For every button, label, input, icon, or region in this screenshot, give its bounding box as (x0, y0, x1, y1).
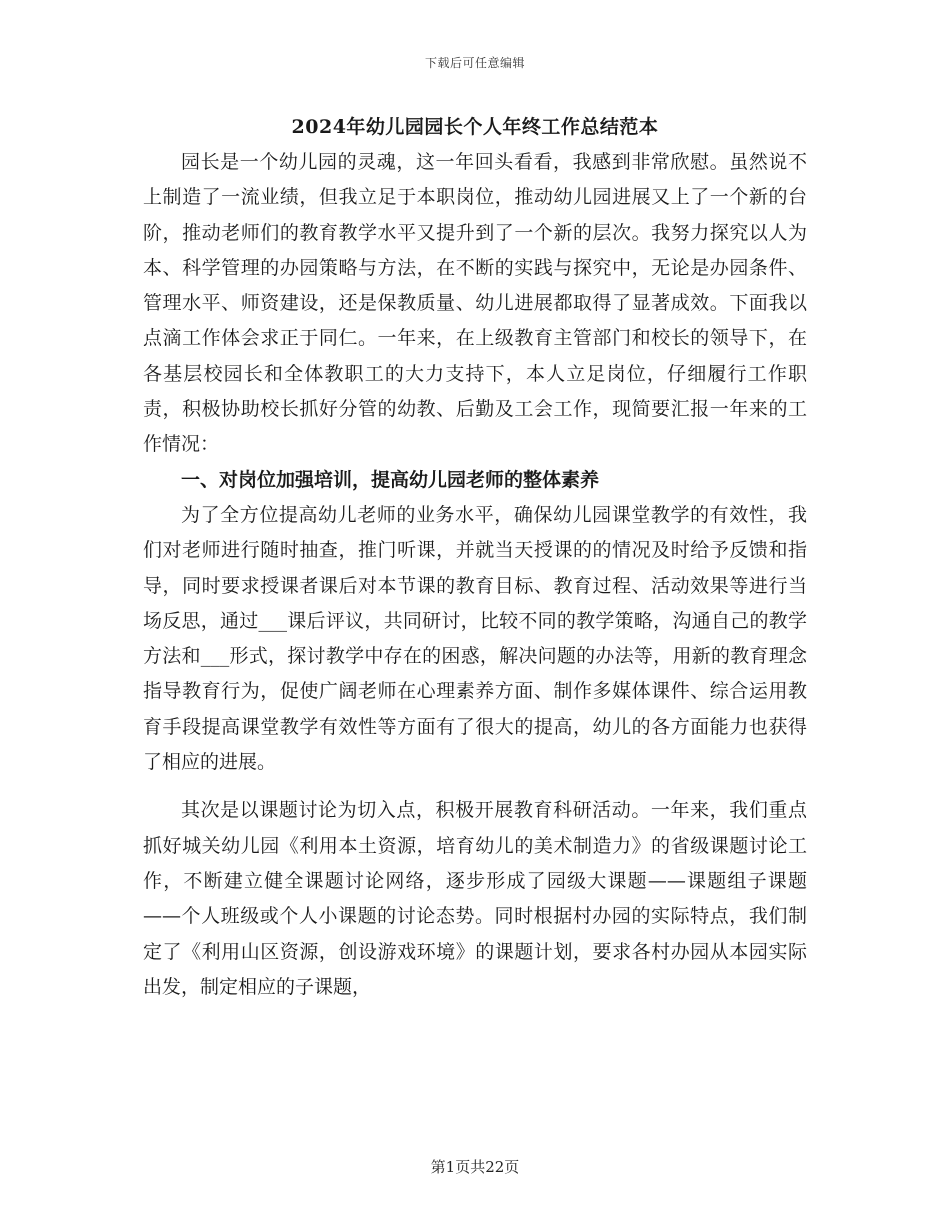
document-title: 2024年幼儿园园长个人年终工作总结范本 (291, 116, 659, 138)
paragraph-research: 其次是以课题讨论为切入点，积极开展教育科研活动。一年来，我们重点抓好城关幼儿园《利用本土资源，培育幼儿的美术制造力》的省级课题讨论工作，不断建立健全课题讨论网络，逐步形成了园级大课题——课题组子课题——个人班级或个人小课题的讨论态势。同时根据村办园的实际特点，我们制定了《利用山区资源，创设游戏环境》的课题计划，要求各村办园从本园实际出发，制定相应的子课题， (143, 799, 807, 998)
page-header-note: 下载后可任意编辑 (424, 56, 525, 70)
section-heading: 一、对岗位加强培训，提高幼儿园老师的整体素养 (181, 468, 600, 491)
paragraph-intro: 园长是一个幼儿园的灵魂，这一年回头看看，我感到非常欣慰。虽然说不上制造了一流业绩，但我立足于本职岗位，推动幼儿园进展又上了一个新的台阶，推动老师们的教育教学水平又提升到了一个新的层次。我努力探究以人为本、科学管理的办园策略与方法，在不断的实践与探究中，无论是办园条件、管理水平、师资建设，还是保教质量、幼儿进展都取得了显著成效。下面我以点滴工作体会求正于同仁。一年来，在上级教育主管部门和校长的领导下，在各基层校园长和全体教职工的大力支持下，本人立足岗位，仔细履行工作职责，积极协助校长抓好分管的幼教、后勤及工会工作，现简要汇报一年来的工作情况： (143, 151, 807, 456)
page-number: 第1页共22页 (430, 1158, 520, 1176)
document-body (143, 145, 807, 1005)
paragraph-training: 为了全方位提高幼儿老师的业务水平，确保幼儿园课堂教学的有效性，我们对老师进行随时抽查，推门听课，并就当天授课的的情况及时给予反馈和指导，同时要求授课者课后对本节课的教育目标、教育过程、活动效果等进行当场反思，通过___课后评议，共同研讨，比较不同的教学策略，沟通自己的教学方法和___形式，探讨教学中存在的困惑，解决问题的办法等，用新的教育理念指导教育行为，促使广阔老师在心理素养方面、制作多媒体课件、综合运用教育手段提高课堂教学有效性等方面有了很大的提高，幼儿的各方面能力也获得了相应的进展。 (143, 503, 807, 774)
